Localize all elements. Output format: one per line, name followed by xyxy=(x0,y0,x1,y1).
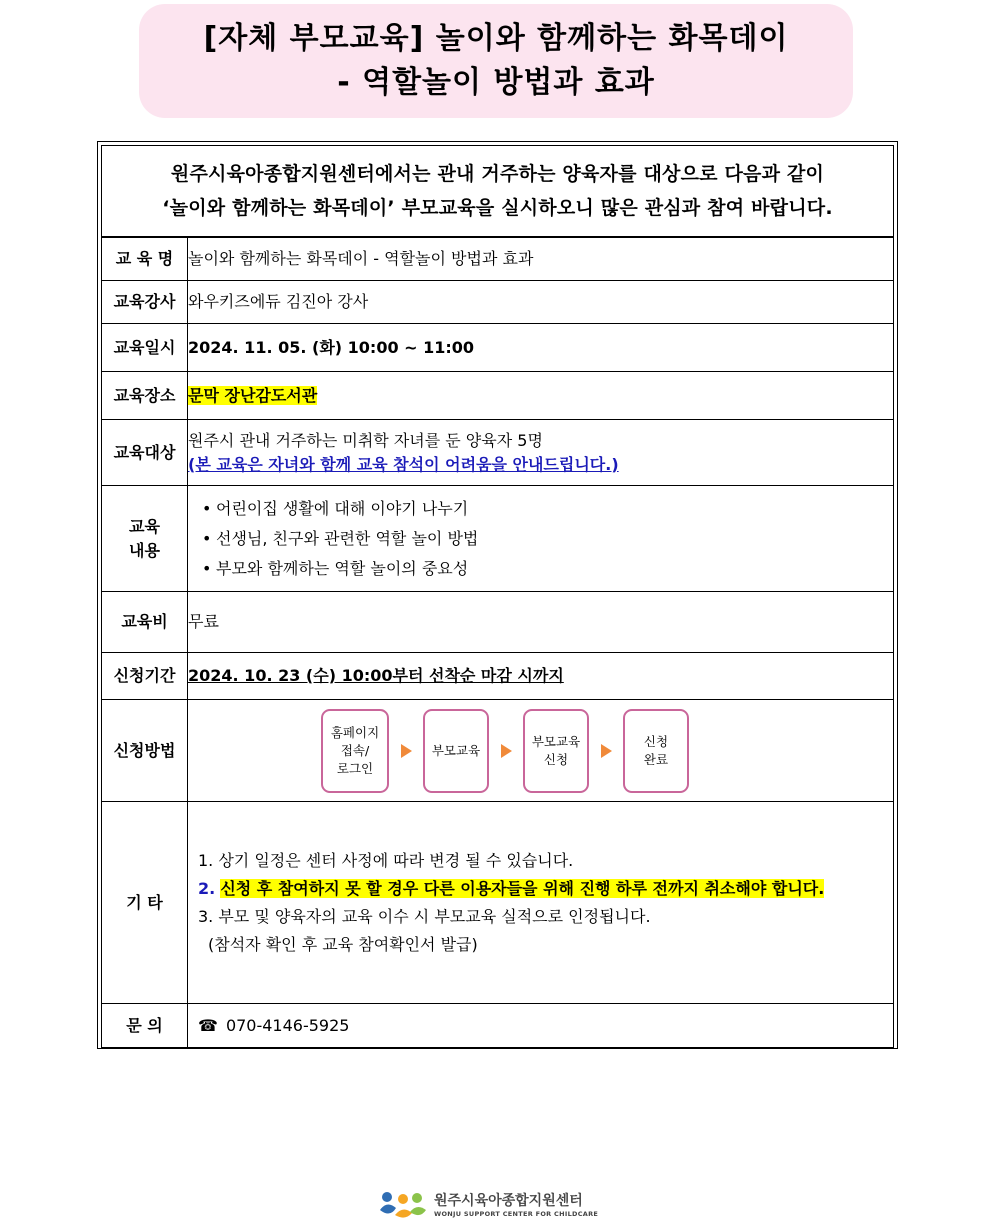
label-target: 교육대상 xyxy=(102,420,188,486)
row-content xyxy=(102,486,894,592)
content-item-2: • 선생님, 친구와 관련한 역할 놀이 방법 xyxy=(202,524,893,554)
title-line-1: [자체 부모교육] 놀이와 함께하는 화목데이 xyxy=(203,21,789,56)
row-place xyxy=(102,372,894,420)
arrow-icon xyxy=(601,744,612,758)
row-datetime xyxy=(102,324,894,372)
title-line-2: - 역할놀이 방법과 효과 xyxy=(337,65,655,100)
value-target: 원주시 관내 거주하는 미취학 자녀를 둔 양육자 5명 xyxy=(188,430,543,450)
etc-list xyxy=(198,847,889,959)
label-contact: 문 의 xyxy=(102,1004,188,1048)
target-notice: (본 교육은 자녀와 함께 교육 참석이 어려움을 안내드립니다.) xyxy=(188,454,619,474)
value-instructor: 와우키즈에듀 김진아 강사 xyxy=(188,281,894,324)
step-homepage-login: 홈페이지 접속/ 로그인 xyxy=(321,709,389,793)
label-etc: 기 타 xyxy=(102,802,188,1004)
row-name xyxy=(102,238,894,281)
step-parent-education: 부모교육 xyxy=(423,709,489,793)
row-instructor xyxy=(102,281,894,324)
footer-logo xyxy=(376,1186,616,1224)
label-instructor: 교육강사 xyxy=(102,281,188,324)
arrow-icon xyxy=(401,744,412,758)
label-method: 신청방법 xyxy=(102,700,188,802)
row-etc xyxy=(102,802,894,1004)
label-period: 신청기간 xyxy=(102,653,188,700)
org-name-en: WONJU SUPPORT CENTER FOR CHILDCARE xyxy=(434,1210,599,1218)
method-flow xyxy=(188,709,893,793)
row-method xyxy=(102,700,894,802)
label-content-2: 내용 xyxy=(129,540,160,560)
etc-item-3-sub: (참석자 확인 후 교육 참여확인서 발급) xyxy=(208,934,478,954)
step-complete: 신청 완료 xyxy=(623,709,689,793)
etc-item-2: 2. 신청 후 참여하지 못 할 경우 다른 이용자들을 위해 진행 하루 전까지 취소해야 합니다. xyxy=(198,878,825,898)
value-contact: 070-4146-5925 xyxy=(225,1015,350,1035)
value-name: 놀이와 함께하는 화목데이 - 역할놀이 방법과 효과 xyxy=(188,238,894,281)
intro-box xyxy=(101,145,894,237)
title-banner xyxy=(139,4,853,118)
etc-item-3: 3. 부모 및 양육자의 교육 이수 시 부모교육 실적으로 인정됩니다. xyxy=(198,906,651,926)
value-place: 문막 장난감도서관 xyxy=(188,385,318,405)
row-period xyxy=(102,653,894,700)
intro-line-1: 원주시육아종합지원센터에서는 관내 거주하는 양육자를 대상으로 다음과 같이 xyxy=(170,163,825,185)
row-contact xyxy=(102,1004,894,1048)
etc-item-1: 1. 상기 일정은 센터 사정에 따라 변경 될 수 있습니다. xyxy=(198,850,574,870)
label-name: 교 육 명 xyxy=(102,238,188,281)
label-place: 교육장소 xyxy=(102,372,188,420)
content-item-1: • 어린이집 생활에 대해 이야기 나누기 xyxy=(202,494,893,524)
center-logo-icon xyxy=(376,1188,428,1222)
intro-line-2: ‘놀이와 함께하는 화목데이’ 부모교육을 실시하오니 많은 관심과 참여 바랍니다. xyxy=(162,197,833,219)
label-fee: 교육비 xyxy=(102,592,188,653)
step-apply: 부모교육 신청 xyxy=(523,709,589,793)
arrow-icon xyxy=(501,744,512,758)
value-fee: 무료 xyxy=(188,592,894,653)
row-fee xyxy=(102,592,894,653)
info-table xyxy=(101,237,894,1048)
value-datetime: 2024. 11. 05. (화) 10:00 ~ 11:00 xyxy=(188,324,894,372)
label-content-1: 교육 xyxy=(129,516,160,536)
value-period: 2024. 10. 23 (수) 10:00부터 선착순 마감 시까지 xyxy=(188,666,564,685)
org-name: 원주시육아종합지원센터 xyxy=(434,1193,583,1209)
label-datetime: 교육일시 xyxy=(102,324,188,372)
content-list xyxy=(202,494,893,584)
row-target xyxy=(102,420,894,486)
content-item-3: • 부모와 함께하는 역할 놀이의 중요성 xyxy=(202,554,893,584)
phone-icon: ☎ xyxy=(198,1015,218,1035)
